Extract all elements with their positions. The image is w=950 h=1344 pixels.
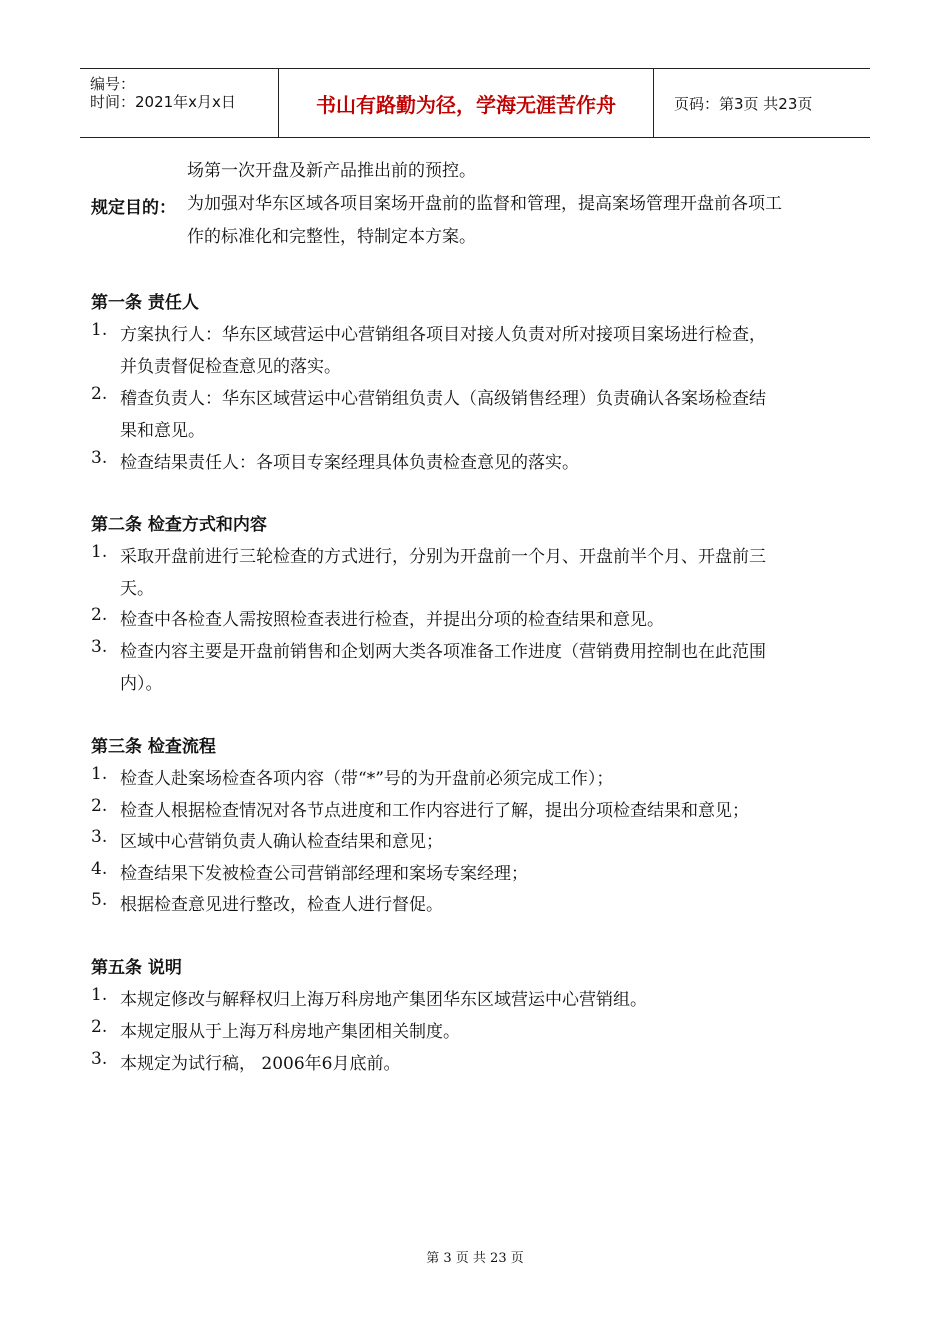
section-1-title: 第一条 责任人 bbox=[91, 293, 199, 313]
header-motto: 书山有路勤为径，学海无涯苦作舟 bbox=[279, 69, 654, 137]
section-3-item-2-line-1: 检查人根据检查情况对各节点进度和工作内容进行了解，提出分项检查结果和意见； bbox=[120, 801, 749, 821]
header-meta-cell bbox=[80, 69, 279, 137]
intro-continuation: 场第一次开盘及新产品推出前的预控。 bbox=[187, 161, 476, 181]
purpose-label: 规定目的： bbox=[91, 198, 176, 218]
section-5-item-3-line-1: 本规定为试行稿， 2006年6月底前。 bbox=[120, 1054, 401, 1074]
section-5-item-2-line-1: 本规定服从于上海万科房地产集团相关制度。 bbox=[120, 1022, 460, 1042]
section-3-item-3-line-1: 区域中心营销负责人确认检查结果和意见； bbox=[120, 832, 443, 852]
section-1-item-2-line-1: 稽查负责人：华东区域营运中心营销组负责人（高级销售经理）负责确认各案场检查结 bbox=[120, 389, 766, 409]
section-2-item-1-num: 1. bbox=[91, 542, 108, 562]
section-3-item-5-num: 5. bbox=[91, 890, 108, 910]
section-2-title: 第二条 检查方式和内容 bbox=[91, 515, 267, 535]
purpose-line-2: 作的标准化和完整性，特制定本方案。 bbox=[187, 227, 476, 247]
page-header bbox=[80, 68, 870, 138]
section-1-item-2-num: 2. bbox=[91, 384, 108, 404]
section-5-item-3-num: 3. bbox=[91, 1049, 108, 1069]
section-3-item-2-num: 2. bbox=[91, 796, 108, 816]
section-1-item-3-line-1: 检查结果责任人：各项目专案经理具体负责检查意见的落实。 bbox=[120, 453, 579, 473]
section-1-item-3-num: 3. bbox=[91, 448, 108, 468]
section-2-item-3-num: 3. bbox=[91, 637, 108, 657]
section-1-item-1-num: 1. bbox=[91, 320, 108, 340]
section-5-title: 第五条 说明 bbox=[91, 958, 182, 978]
section-3-item-4-num: 4. bbox=[91, 859, 108, 879]
section-1-item-1-line-1: 方案执行人：华东区域营运中心营销组各项目对接人负责对所对接项目案场进行检查， bbox=[120, 325, 766, 345]
section-2-item-1-line-1: 采取开盘前进行三轮检查的方式进行，分别为开盘前一个月、开盘前半个月、开盘前三 bbox=[120, 547, 766, 567]
section-2-item-2-line-1: 检查中各检查人需按照检查表进行检查，并提出分项的检查结果和意见。 bbox=[120, 610, 664, 630]
section-5-item-1-line-1: 本规定修改与解释权归上海万科房地产集团华东区域营运中心营销组。 bbox=[120, 990, 647, 1010]
section-2-item-3-line-2: 内）。 bbox=[120, 674, 163, 694]
purpose-line-1: 为加强对华东区域各项目案场开盘前的监督和管理，提高案场管理开盘前各项工 bbox=[187, 194, 782, 214]
page-info-text: 页码：第3页 共23页 bbox=[674, 94, 813, 113]
section-1-item-2-line-2: 果和意见。 bbox=[120, 421, 205, 441]
section-3-item-4-line-1: 检查结果下发被检查公司营销部经理和案场专案经理； bbox=[120, 864, 528, 884]
section-1-item-1-line-2: 并负责督促检查意见的落实。 bbox=[120, 357, 341, 377]
header-page-info bbox=[664, 69, 870, 137]
section-5-item-2-num: 2. bbox=[91, 1017, 108, 1037]
section-3-item-3-num: 3. bbox=[91, 827, 108, 847]
section-3-title: 第三条 检查流程 bbox=[91, 737, 216, 757]
doc-time-label: 时间：2021年x月x日 bbox=[90, 93, 236, 111]
section-2-item-1-line-2: 天。 bbox=[120, 579, 154, 599]
section-3-item-1-line-1: 检查人赴案场检查各项内容（带“*”号的为开盘前必须完成工作）； bbox=[120, 769, 614, 789]
doc-number-label: 编号： bbox=[90, 75, 136, 93]
section-3-item-5-line-1: 根据检查意见进行整改，检查人进行督促。 bbox=[120, 895, 443, 915]
section-2-item-3-line-1: 检查内容主要是开盘前销售和企划两大类各项准备工作进度（营销费用控制也在此范围 bbox=[120, 642, 766, 662]
page-footer: 第 3 页 共 23 页 bbox=[426, 1251, 524, 1266]
section-3-item-1-num: 1. bbox=[91, 764, 108, 784]
section-2-item-2-num: 2. bbox=[91, 605, 108, 625]
section-5-item-1-num: 1. bbox=[91, 985, 108, 1005]
